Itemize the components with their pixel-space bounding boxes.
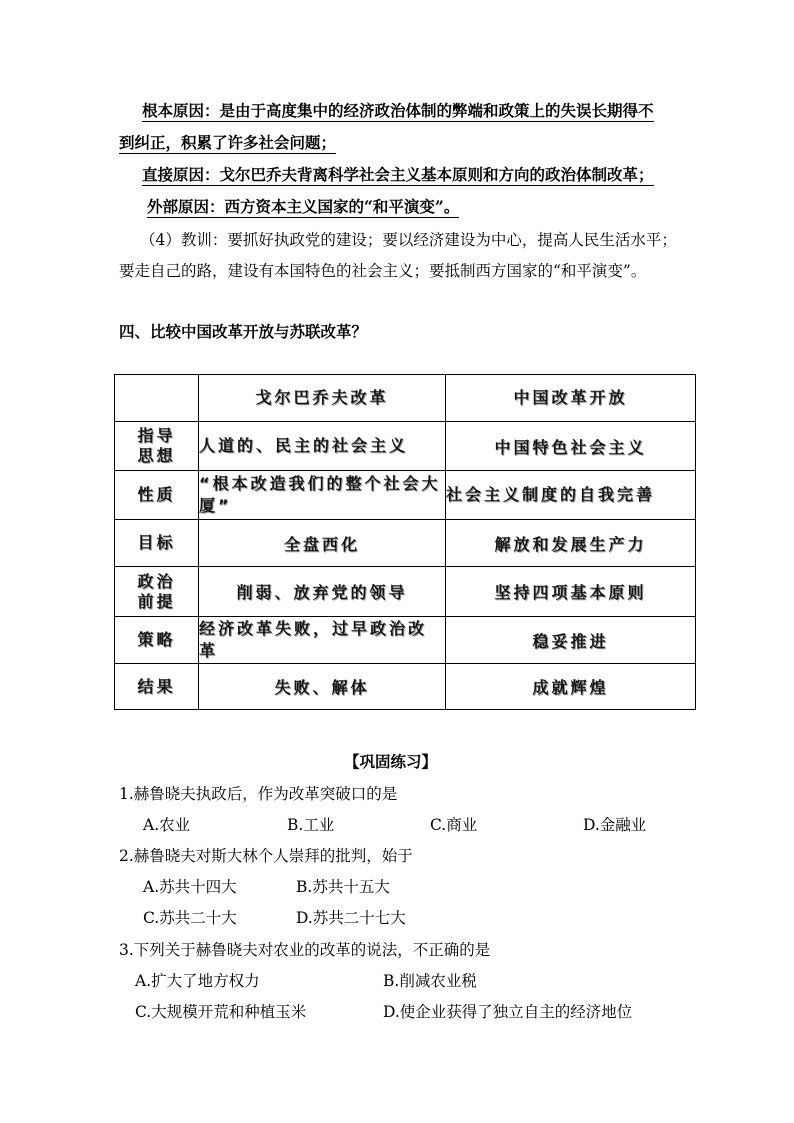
row-label-guiding-thought bbox=[115, 422, 199, 471]
table-row bbox=[115, 617, 696, 664]
root-reason-line-1 bbox=[142, 101, 654, 121]
row-label-line-2: 思想 bbox=[137, 446, 176, 465]
table-row bbox=[115, 520, 696, 567]
direct-reason-text: 戈尔巴乔夫背离科学社会主义基本原则和方向的政治体制改革； bbox=[219, 165, 654, 184]
comparison-table bbox=[114, 374, 696, 710]
header-cell-empty bbox=[115, 375, 199, 422]
soviet-result: 失败、解体 bbox=[199, 664, 446, 710]
external-reason-label: 外部原因： bbox=[147, 197, 225, 216]
row-label-result: 结果 bbox=[115, 664, 199, 710]
row-label-political-premise bbox=[115, 567, 199, 617]
soviet-nature: “根本改造我们的整个社会大厦” bbox=[199, 471, 446, 520]
china-guiding-thought: 中国特色社会主义 bbox=[446, 422, 696, 471]
external-reason-line bbox=[147, 197, 459, 217]
lesson-line-1: （4）教训：要抓好执政党的建设；要以经济建设为中心，提高人民生活水平； bbox=[140, 231, 677, 249]
direct-reason-line bbox=[142, 165, 654, 185]
question-3-option-b: B.削减农业税 bbox=[383, 972, 477, 990]
exercise-title: 【巩固练习】 bbox=[344, 752, 438, 771]
section-title: 四、比较中国改革开放与苏联改革？ bbox=[119, 322, 368, 341]
question-2-option-a: A.苏共十四大 bbox=[143, 878, 237, 896]
question-1-option-b: B.工业 bbox=[287, 816, 335, 834]
china-result: 成就辉煌 bbox=[446, 664, 696, 710]
table-row bbox=[115, 664, 696, 710]
question-3-option-a: A.扩大了地方权力 bbox=[135, 972, 260, 990]
row-label-strategy: 策略 bbox=[115, 617, 199, 664]
table-row bbox=[115, 422, 696, 471]
root-reason-text-1: 是由于高度集中的经济政治体制的弊端和政策上的失误长期得不 bbox=[219, 101, 654, 120]
question-1-stem: 1.赫鲁晓夫执政后，作为改革突破口的是 bbox=[119, 785, 398, 803]
row-label-nature: 性质 bbox=[115, 471, 199, 520]
row-label-line-1: 指导 bbox=[137, 426, 176, 445]
question-1-option-a: A.农业 bbox=[143, 816, 191, 834]
china-strategy: 稳妥推进 bbox=[446, 617, 696, 664]
question-2-option-c: C.苏共二十大 bbox=[143, 909, 237, 927]
external-reason-text: 西方资本主义国家的“和平演变”。 bbox=[224, 197, 460, 216]
row-label-goal: 目标 bbox=[115, 520, 199, 567]
question-3-stem: 3.下列关于赫鲁晓夫对农业的改革的说法，不正确的是 bbox=[119, 941, 491, 959]
china-goal: 解放和发展生产力 bbox=[446, 520, 696, 567]
lesson-line-2: 要走自己的路，建设有本国特色的社会主义；要抵制西方国家的“和平演变”。 bbox=[119, 262, 647, 280]
root-reason-line-2 bbox=[119, 133, 336, 153]
question-1-option-d: D.金融业 bbox=[583, 816, 647, 834]
soviet-strategy: 经济改革失败，过早政治改革 bbox=[199, 617, 446, 664]
china-nature: 社会主义制度的自我完善 bbox=[446, 471, 696, 520]
root-reason-label: 根本原因： bbox=[142, 101, 220, 120]
header-soviet-reform: 戈尔巴乔夫改革 bbox=[199, 375, 446, 422]
root-reason-text-2: 到纠正，积累了许多社会问题； bbox=[119, 133, 337, 152]
question-2-option-b: B.苏共十五大 bbox=[296, 878, 390, 896]
row-label-line-2: 前提 bbox=[137, 591, 176, 611]
soviet-guiding-thought: 人道的、民主的社会主义 bbox=[199, 422, 446, 471]
soviet-goal: 全盘西化 bbox=[199, 520, 446, 567]
header-china-reform: 中国改革开放 bbox=[446, 375, 696, 422]
question-2-option-d: D.苏共二十七大 bbox=[296, 909, 406, 927]
row-label-line-1: 政治 bbox=[137, 571, 176, 591]
table-header-row bbox=[115, 375, 696, 422]
direct-reason-label: 直接原因： bbox=[142, 165, 220, 184]
question-2-stem: 2.赫鲁晓夫对斯大林个人崇拜的批判，始于 bbox=[119, 847, 413, 865]
table-row bbox=[115, 471, 696, 520]
china-political-premise: 坚持四项基本原则 bbox=[446, 567, 696, 617]
question-3-option-c: C.大规模开荒和种植玉米 bbox=[135, 1003, 307, 1021]
question-1-option-c: C.商业 bbox=[430, 816, 478, 834]
soviet-political-premise: 削弱、放弃党的领导 bbox=[199, 567, 446, 617]
question-3-option-d: D.使企业获得了独立自主的经济地位 bbox=[383, 1003, 633, 1021]
table-row bbox=[115, 567, 696, 617]
